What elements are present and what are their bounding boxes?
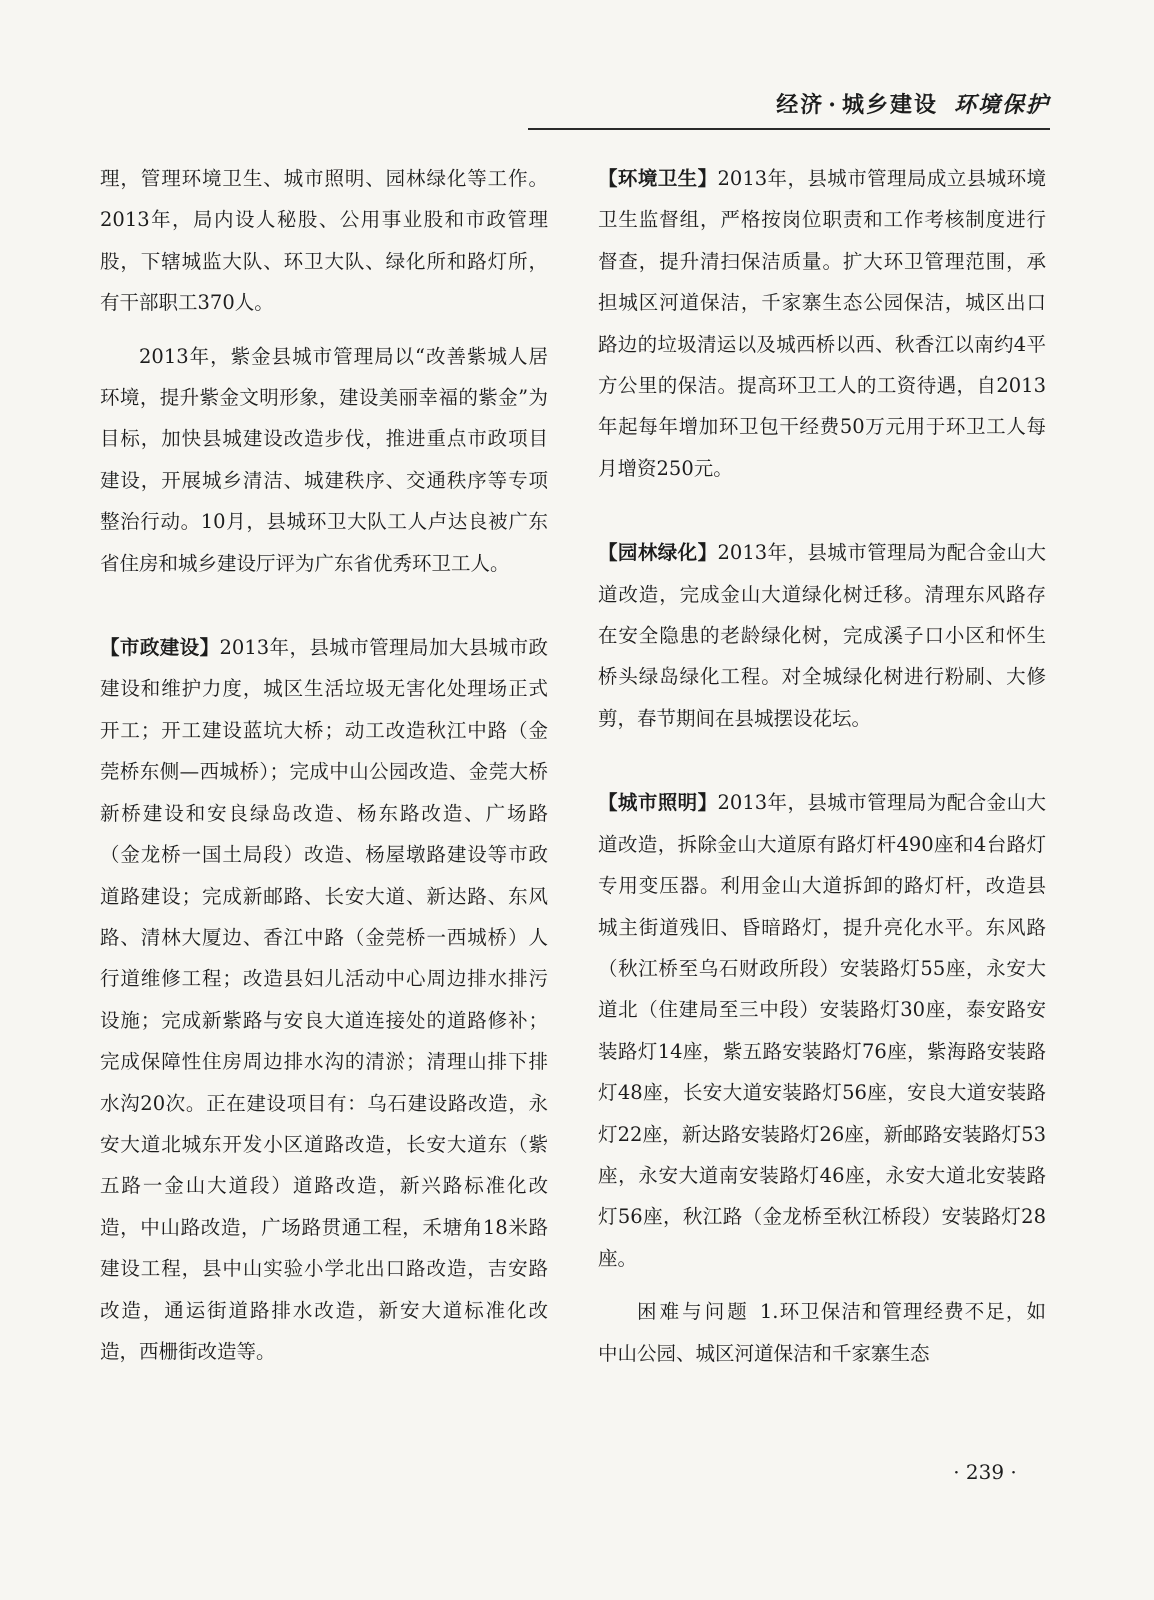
right-column <box>598 158 1046 1374</box>
intro-paragraph-1: 理，管理环境卫生、城市照明、园林绿化等工作。2013年，局内设人秘股、公用事业股和市政管理股，下辖城监大队、环卫大队、绿化所和路灯所，有干部职工370人。 <box>100 167 548 315</box>
running-header <box>530 88 1050 119</box>
municipal-section-title: 【市政建设】 <box>100 636 220 660</box>
sanitation-section-body: 2013年，县城市管理局成立县城环境卫生监督组，严格按岗位职责和工作考核制度进行督查，提升清扫保洁质量。扩大环卫管理范围，承担城区河道保洁，千家寨生态公园保洁，城区出口路边的垃圾清运以及城西桥以西、秋香江以南约4平方公里的保洁。提高环卫工人的工资待遇，自2013年起每年增加环卫包干经费50万元用于环卫工人每月增资250元。 <box>598 167 1046 480</box>
sanitation-section <box>598 158 1046 489</box>
greening-section-title: 【园林绿化】 <box>598 541 718 565</box>
header-section: 经济 <box>776 92 825 118</box>
header-rule <box>528 128 1050 130</box>
municipal-section <box>100 627 548 1372</box>
difficulties-body: 1.环卫保洁和管理经费不足，如中山公园、城区河道保洁和千家寨生态 <box>598 1300 1046 1365</box>
header-subsection: 城乡建设 <box>841 92 938 118</box>
lighting-section-body: 2013年，县城市管理局为配合金山大道改造，拆除金山大道原有路灯杆490座和4台路灯专用变压器。利用金山大道拆卸的路灯杆，改造县城主街道残旧、昏暗路灯，提升亮化水平。东风路（秋江桥至乌石财政所段）安装路灯55座，永安大道北（住建局至三中段）安装路灯30座，泰安路安装路灯14座，紫五路安装路灯76座，紫海路安装路灯48座，长安大道安装路灯56座，安良大道安装路灯22座，新达路安装路灯26座，新邮路安装路灯53座，永安大道南安装路灯46座，永安大道北安装路灯56座，秋江路（金龙桥至秋江桥段）安装路灯28座。 <box>598 791 1046 1270</box>
greening-section-body: 2013年，县城市管理局为配合金山大道改造，完成金山大道绿化树迁移。清理东风路存在安全隐患的老龄绿化树，完成溪子口小区和怀生桥头绿岛绿化工程。对全城绿化树进行粉刷、大修剪，春节期间在县城摆设花坛。 <box>598 541 1046 730</box>
header-separator: · <box>828 92 838 118</box>
lighting-section <box>598 782 1046 1279</box>
difficulties-section <box>598 1291 1046 1374</box>
greening-section <box>598 532 1046 739</box>
intro-paragraph-2: 2013年，紫金县城市管理局以“改善紫城人居环境，提升紫金文明形象，建设美丽幸福的紫金”为目标，加快县城建设改造步伐，推进重点市政项目建设，开展城乡清洁、城建秩序、交通秩序等专项整治行动。10月，县城环卫大队工人卢达良被广东省住房和城乡建设厅评为广东省优秀环卫工人。 <box>100 344 548 575</box>
page-number: · 239 · <box>953 1460 1017 1484</box>
lighting-section-title: 【城市照明】 <box>598 791 718 815</box>
sanitation-section-title: 【环境卫生】 <box>598 167 718 190</box>
difficulties-title: 困难与问题 <box>637 1300 750 1324</box>
header-topic: 环境保护 <box>953 92 1050 118</box>
municipal-section-body: 2013年，县城市管理局加大县城市政建设和维护力度，城区生活垃圾无害化处理场正式开工；开工建设蓝坑大桥；动工改造秋江中路（金莞桥东侧—西城桥）；完成中山公园改造、金莞大桥新桥建设和安良绿岛改造、杨东路改造、广场路（金龙桥一国土局段）改造、杨屋墩路建设等市政道路建设；完成新邮路、长安大道、新达路、东风路、清林大厦边、香江中路（金莞桥一西城桥）人行道维修工程；改造县妇儿活动中心周边排水排污设施；完成新紫路与安良大道连接处的道路修补；完成保障性住房周边排水沟的清淤；清理山排下排水沟20次。正在建设项目有：乌石建设路改造，永安大道北城东开发小区道路改造，长安大道东（紫五路一金山大道段）道路改造，新兴路标准化改造，中山路改造，广场路贯通工程，禾塘角18米路建设工程，县中山实验小学北出口路改造，吉安路改造，通运街道路排水改造，新安大道标准化改造，西栅街改造等。 <box>100 636 548 1363</box>
left-column <box>100 158 548 1372</box>
